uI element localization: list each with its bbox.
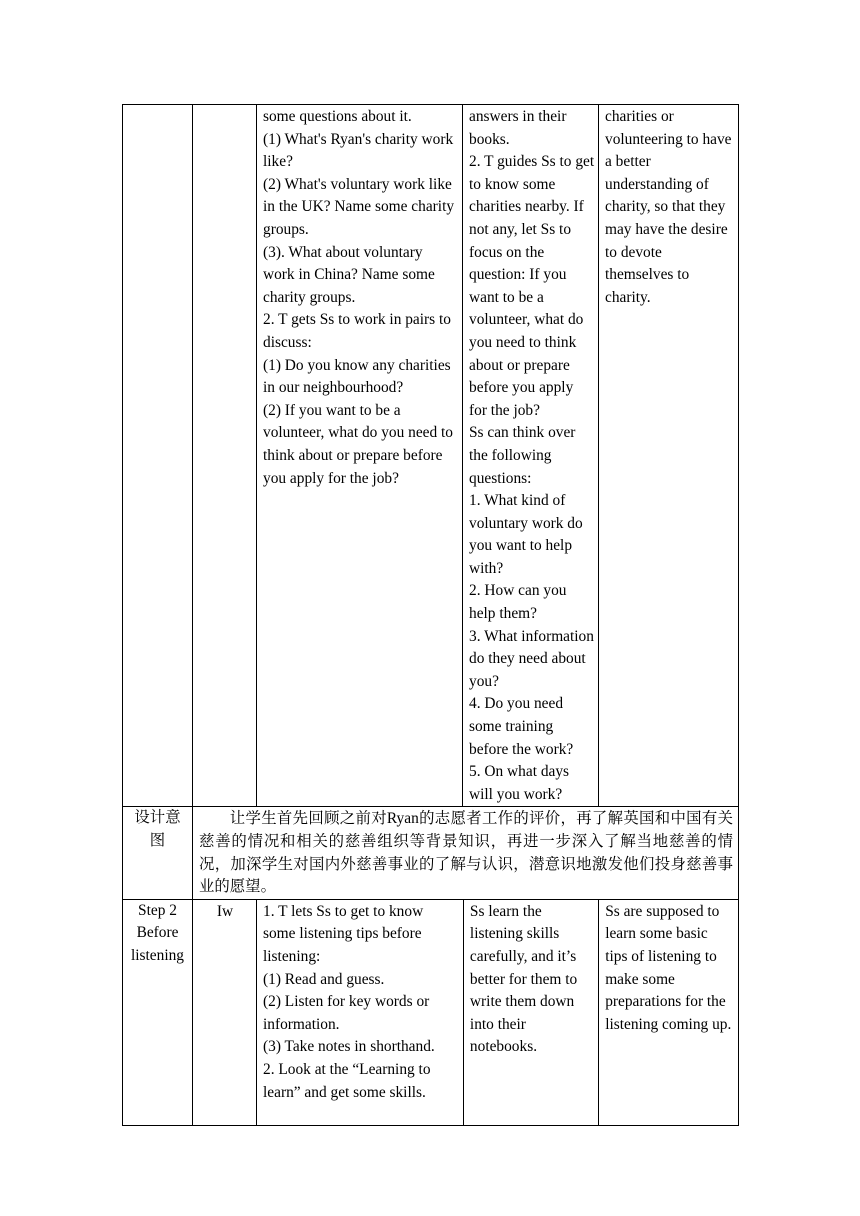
- text-line: (2) If you want to be a volunteer, what do you need to think about or prepare before you apply for the job?: [263, 401, 454, 487]
- text-line: 1. What kind of voluntary work do you want to help with?: [469, 492, 583, 577]
- step2-purpose-text: Ss are supposed to learn some basic tips of listening to make some preparations for the listening coming up.: [605, 902, 732, 1033]
- text-line: (2) What's voluntary work like in the UK? Name some charity groups.: [263, 175, 455, 238]
- design-text-cell: [193, 807, 739, 899]
- design-label-cell: [123, 807, 193, 899]
- table-row-design: [123, 807, 739, 899]
- text-line: (1) What's Ryan's charity work like?: [263, 130, 454, 171]
- purpose-cell: charities or volunteering to have a better understanding of charity, so that they may have the desire to devote themselves to charity.: [599, 105, 739, 807]
- text-line: 3. What information do they need about you?: [469, 627, 594, 690]
- text-line: 5. On what days will you work?: [469, 763, 570, 803]
- step2-student-text: Ss learn the listening skills carefully, and it’s better for them to write them down into their notebooks.: [469, 902, 578, 1056]
- text-line: 2. How can you help them?: [469, 582, 567, 623]
- text-line: (3). What about voluntary work in China? Name some charity groups.: [263, 243, 435, 306]
- text-line: (1) Do you know any charities in our neighbourhood?: [263, 356, 451, 397]
- text-line: some questions about it.: [263, 108, 412, 125]
- teacher-activity-cell: [257, 105, 463, 807]
- mode-label: Iw: [216, 902, 234, 920]
- text-line: 2. Look at the “Learning to learn” and get some skills.: [263, 1060, 431, 1101]
- step2-inner-table: [257, 900, 738, 1125]
- student-activity-cell: [463, 105, 599, 807]
- step2-purpose-cell: [599, 900, 738, 1125]
- text-line: (3) Take notes in shorthand.: [263, 1038, 435, 1056]
- step-cell-empty: [123, 105, 193, 807]
- text-line: 2. T gets Ss to work in pairs to discuss:: [263, 311, 451, 351]
- text-line: (2) Listen for key words or information.: [263, 993, 430, 1033]
- design-label: 设计意图: [134, 809, 181, 849]
- lesson-plan-table: [122, 104, 739, 1126]
- mode-cell: [193, 899, 257, 1125]
- step2-student-cell: [463, 900, 598, 1125]
- text-line: 1. T lets Ss to get to know some listening tips before listening:: [263, 902, 424, 965]
- text-line: (1) Read and guess.: [263, 970, 385, 988]
- step2-content-cell: [257, 899, 739, 1125]
- text-line: 2. T guides Ss to get to know some charities nearby. If not any, let Ss to focus on the question: If you want to be a volunteer, what do you need to think about or prepare before you apply for the job?: [469, 153, 595, 419]
- table-row-activity: [123, 105, 739, 807]
- text-line: answers in their books.: [469, 108, 567, 148]
- mode-cell-empty: [193, 105, 257, 807]
- text-line: Ss can think over the following questions:: [469, 424, 576, 487]
- step-label-cell: [123, 899, 193, 1125]
- text-line: 4. Do you need some training before the work?: [469, 695, 574, 758]
- step-label: Step 2 Before listening: [130, 901, 184, 964]
- design-text: 让学生首先回顾之前对Ryan的志愿者工作的评价，再了解英国和中国有关慈善的情况和相关的慈善组织等背景知识，再进一步深入了解当地慈善的情况，加深学生对国内外慈善事业的了解与认识，潜意识地激发他们投身慈善事业的愿望。: [199, 810, 733, 896]
- step2-teacher-cell: [257, 900, 463, 1125]
- table-row-step2: [123, 899, 739, 1125]
